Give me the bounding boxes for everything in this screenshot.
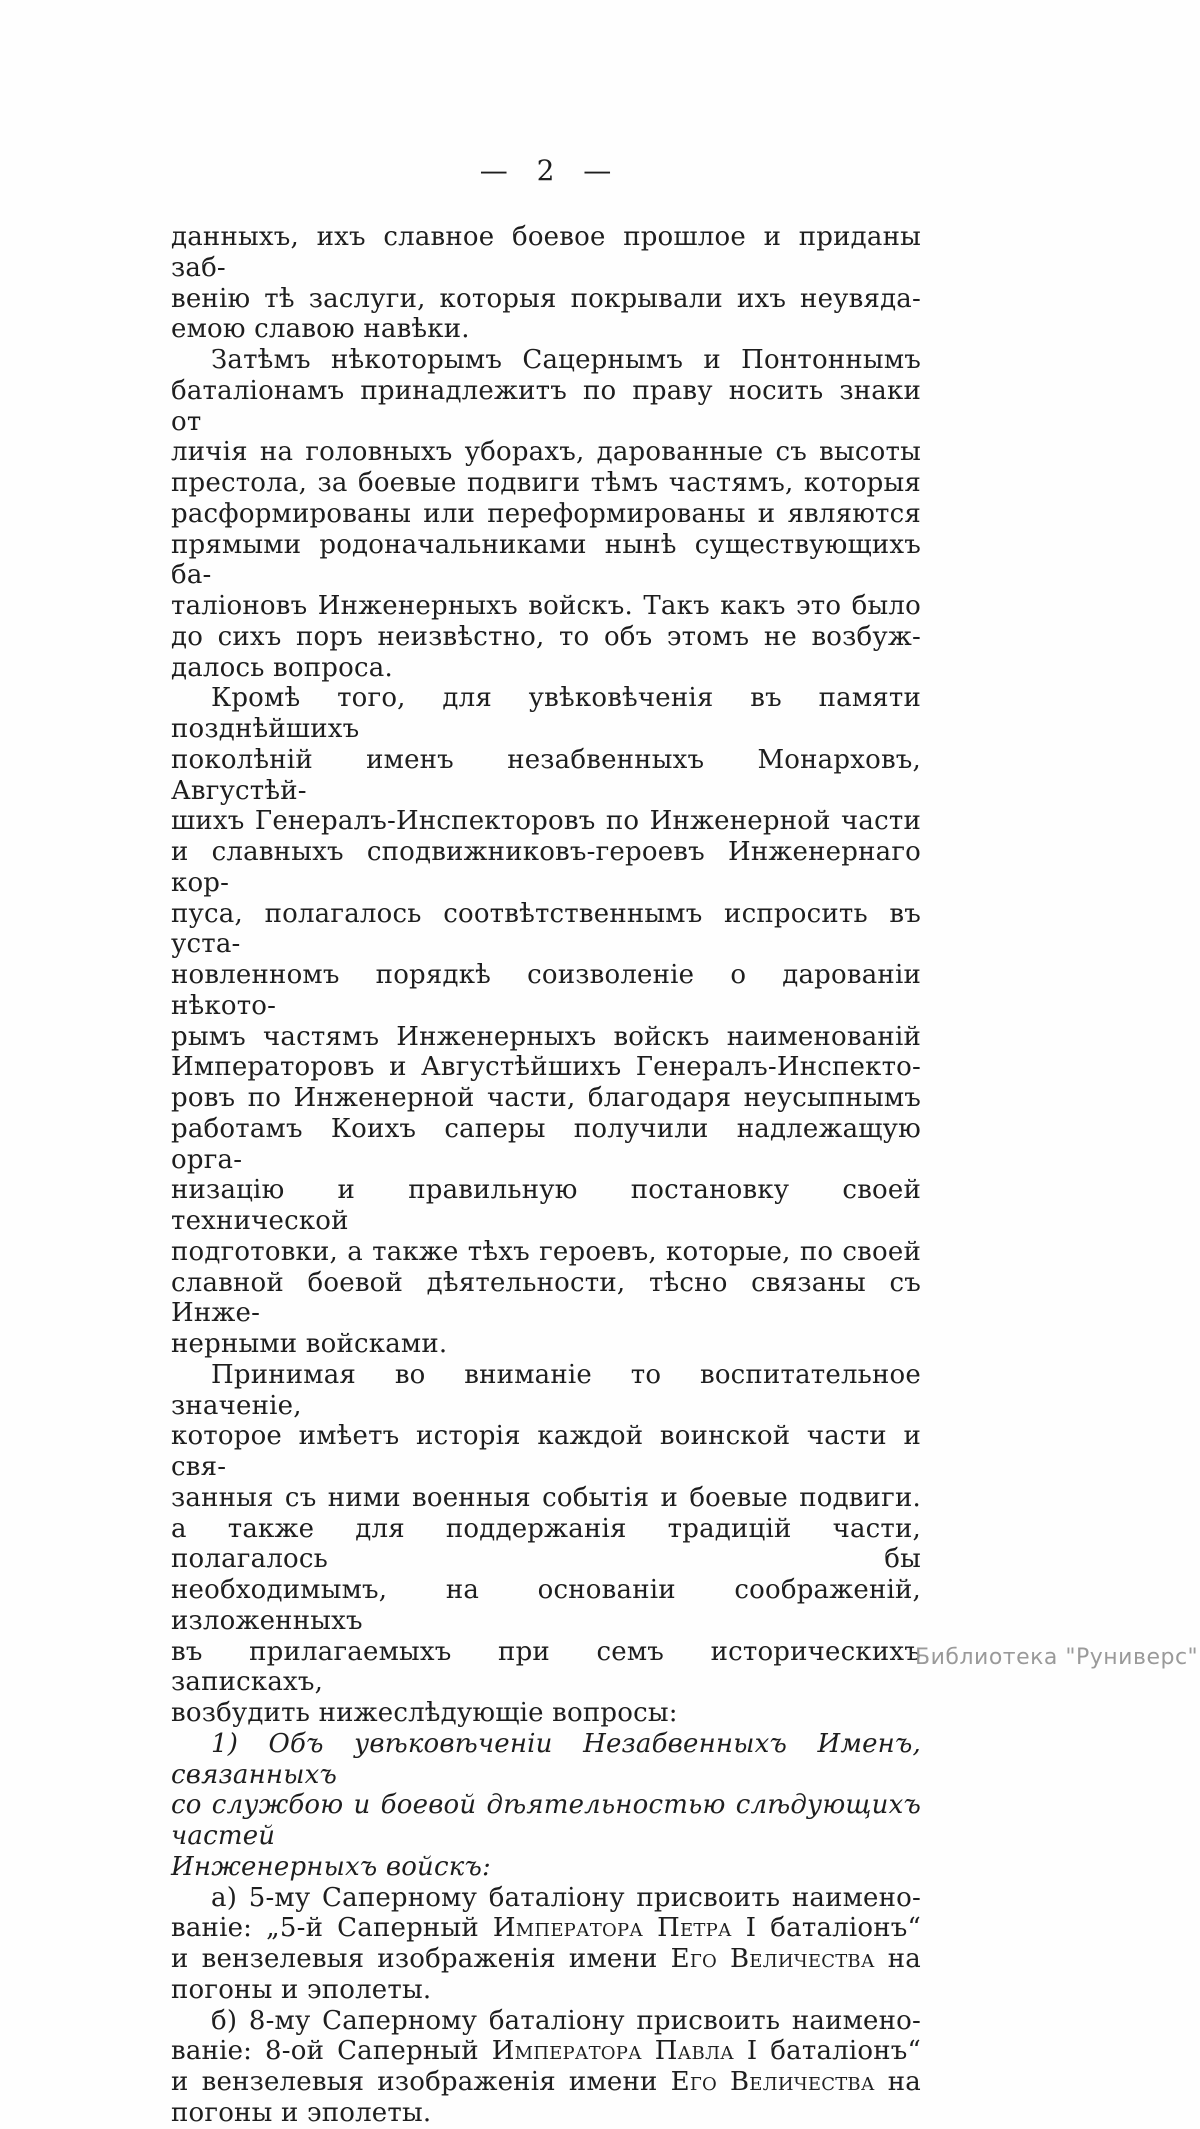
text-line: таліоновъ Инженерныхъ войскъ. Такъ какъ это было <box>171 591 921 621</box>
paragraph <box>171 1360 921 1729</box>
text-line: баталіонамъ принадлежитъ по праву носить знаки от <box>171 375 921 437</box>
library-watermark: Библиотека "Руниверс" <box>915 1645 1199 1670</box>
small-caps-text: Императора Петра <box>492 1913 732 1944</box>
paragraph <box>171 683 921 1360</box>
text-line: а также для поддержанія традицій части, полагалось бы <box>171 1513 921 1575</box>
text-line: 1) Объ увѣковѣченіи Незабвенныхъ Именъ, связанныхъ <box>171 1728 921 1790</box>
text-line: низацію и правильную постановку своей технической <box>171 1175 921 1236</box>
text-line: а) 5-му Саперному баталіону присвоить наимено- <box>211 1882 921 1913</box>
text-line: нерными войсками. <box>171 1329 448 1359</box>
text-line: шихъ Генералъ-Инспекторовъ по Инженерной части <box>171 806 921 837</box>
text-line: до сихъ поръ неизвѣстно, то объ этомъ не возбуж- <box>171 621 921 652</box>
text-line: и вензелевыя изображенія имени Его Величества на <box>171 2067 922 2097</box>
text-line: и славныхъ сподвижниковъ-героевъ Инженернаго кор- <box>171 837 921 898</box>
text-line: емою славою навѣки. <box>171 314 470 345</box>
text-line: далось вопроса. <box>171 652 393 683</box>
text-line: ваніе: 8-ой Саперный Императора Павла I баталіонъ“ <box>171 2036 921 2067</box>
text-line: погоны и эполеты. <box>171 2097 432 2128</box>
paragraph <box>171 2006 921 2129</box>
text-line: Принимая во вниманіе то воспитательное значеніе, <box>171 1359 921 1421</box>
small-caps-text: Его Величества <box>670 2067 875 2097</box>
page-text <box>171 222 921 2129</box>
text-line: возбудить нижеслѣдующіе вопросы: <box>171 1698 678 1728</box>
paragraph <box>171 345 921 683</box>
text-line: престола, за боевые подвиги тѣмъ частямъ, которыя <box>171 468 921 498</box>
text-line: расформированы или переформированы и являются <box>171 498 921 529</box>
text-line: новленномъ порядкѣ соизволеніе о дарованіи нѣкото- <box>171 960 921 1021</box>
text-line: занныя съ ними военныя событія и боевые подвиги. <box>171 1482 921 1513</box>
text-line: ваніе: „5-й Саперный Императора Петра I баталіонъ“ <box>171 1913 921 1944</box>
text-line: славной боевой дѣятельности, тѣсно связаны съ Инже- <box>171 1267 921 1329</box>
text-line: Затѣмъ нѣкоторымъ Сацернымъ и Понтоннымъ <box>211 345 921 375</box>
text-line: Инженерныхъ войскъ: <box>171 1851 491 1882</box>
text-line: Кромѣ того, для увѣковѣченія въ памяти позднѣйшихъ <box>171 683 921 744</box>
text-line: необходимымъ, на основаніи соображеній, изложенныхъ <box>171 1575 921 1636</box>
text-line: пуса, полагалось соотвѣтственнымъ испросить въ уста- <box>171 898 921 960</box>
text-line: работамъ Коихъ саперы получили надлежащую орга- <box>171 1113 921 1175</box>
small-caps-text: Его Величества <box>670 1944 875 1974</box>
text-line: которое имѣетъ исторія каждой воинской части и свя- <box>171 1421 921 1482</box>
paragraph <box>171 1729 921 1883</box>
text-line: ровъ по Инженерной части, благодаря неусыпнымъ <box>171 1083 921 1113</box>
text-line: прямыми родоначальниками нынѣ существующихъ ба- <box>171 529 921 591</box>
page-number: — 2 — <box>479 154 613 187</box>
text-line: Императоровъ и Августѣйшихъ Генералъ-Инспекто- <box>171 1052 921 1083</box>
text-line: б) 8-му Саперному баталіону присвоить наимено- <box>211 2005 921 2036</box>
paragraph <box>171 222 921 345</box>
text-line: личія на головныхъ уборахъ, дарованные съ высоты <box>171 437 921 468</box>
text-line: данныхъ, ихъ славное боевое прошлое и приданы заб- <box>171 222 921 283</box>
text-line: поколѣній именъ незабвенныхъ Монарховъ, Августѣй- <box>171 744 921 806</box>
text-line: венію тѣ заслуги, которыя покрывали ихъ неувяда- <box>171 283 921 314</box>
text-line: и вензелевыя изображенія имени Его Величества на <box>171 1944 922 1974</box>
text-line: въ прилагаемыхъ при семъ историческихъ запискахъ, <box>171 1636 921 1698</box>
text-line: рымъ частямъ Инженерныхъ войскъ наименованій <box>171 1021 921 1052</box>
small-caps-text: Императора Павла <box>491 2036 734 2067</box>
text-line: подготовки, а также тѣхъ героевъ, которые, по своей <box>171 1236 921 1267</box>
text-line: погоны и эполеты. <box>171 1974 432 2005</box>
paragraph <box>171 1883 921 2006</box>
text-line: со службою и боевой дѣятельностью слѣдующихъ частей <box>171 1790 921 1851</box>
